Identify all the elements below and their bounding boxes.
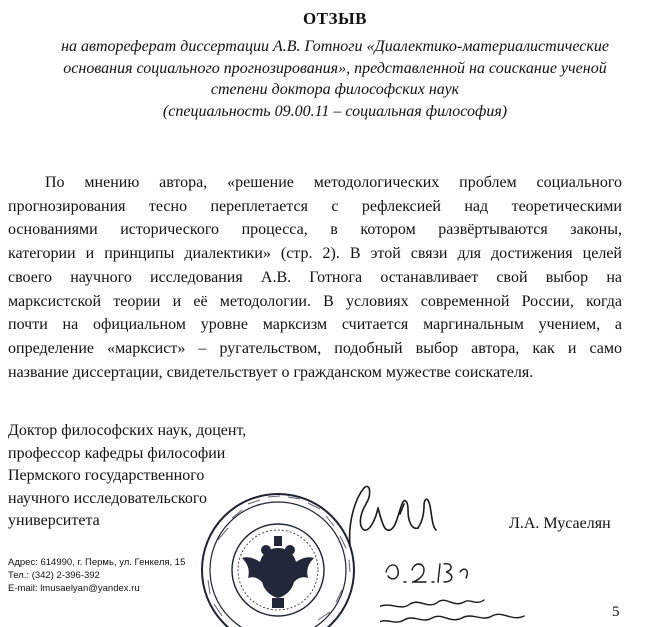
handwritten-signature-icon (320, 470, 450, 550)
credential-line: Пермского государственного (8, 467, 205, 484)
subtitle-line: на автореферат диссертации А.В. Готноги «Диалектико-материалистические (61, 38, 609, 55)
subtitle-line: (специальность 09.00.11 – социальная философия) (162, 102, 508, 120)
credential-line: Доктор философских наук, доцент, (8, 422, 247, 439)
paragraph-line: определение «марксист» – ругательством, подобный выбор автора, как и само (8, 339, 622, 357)
paragraph-line: название диссертации, свидетельствует о гражданском мужестве соискателя. (8, 363, 534, 381)
paragraph-line: категории и принципы диалектики» (стр. 2). В этой связи для достижения целей (8, 245, 622, 263)
review-paragraph (8, 171, 622, 384)
credential-line: профессор кафедры философии (8, 444, 226, 462)
paragraph-line: прогнозирования тесно переплетается с рефлексией над теоретическими (8, 197, 622, 215)
subtitle-line: степени доктора философских наук (210, 81, 460, 98)
paragraph-line: марксистской теории и её методологии. В условиях современной России, когда (8, 292, 622, 310)
handwritten-date-icon (380, 550, 600, 627)
paragraph-line: основаниями исторического процесса, в котором развёртываются законы, (8, 221, 622, 239)
subtitle-line: основания социального прогнозирования», представленной на соискание ученой (63, 59, 607, 77)
address-line: Тел.: (342) 2-396-392 (8, 570, 100, 581)
paragraph-line: своего научного исследования А.В. Готнога останавливает свой выбор на (8, 268, 622, 286)
page-number: 5 (612, 604, 620, 620)
document-title: ОТЗЫВ (302, 9, 368, 28)
paragraph-line: почти на официальном уровне марксизм считается маргинальным учением, а (8, 316, 622, 334)
address-line: E-mail: lmusaelyan@yandex.ru (8, 583, 140, 594)
address-line: Адрес: 614990, г. Пермь, ул. Генкеля, 15 (8, 557, 186, 568)
credential-line: университета (8, 512, 100, 529)
document-subtitle (20, 36, 650, 122)
paragraph-line: По мнению автора, «решение методологических проблем социального (45, 174, 622, 191)
credential-line: научного исследовательского (8, 489, 208, 507)
contact-address (8, 556, 185, 595)
signer-name: Л.А. Мусаелян (509, 515, 611, 532)
